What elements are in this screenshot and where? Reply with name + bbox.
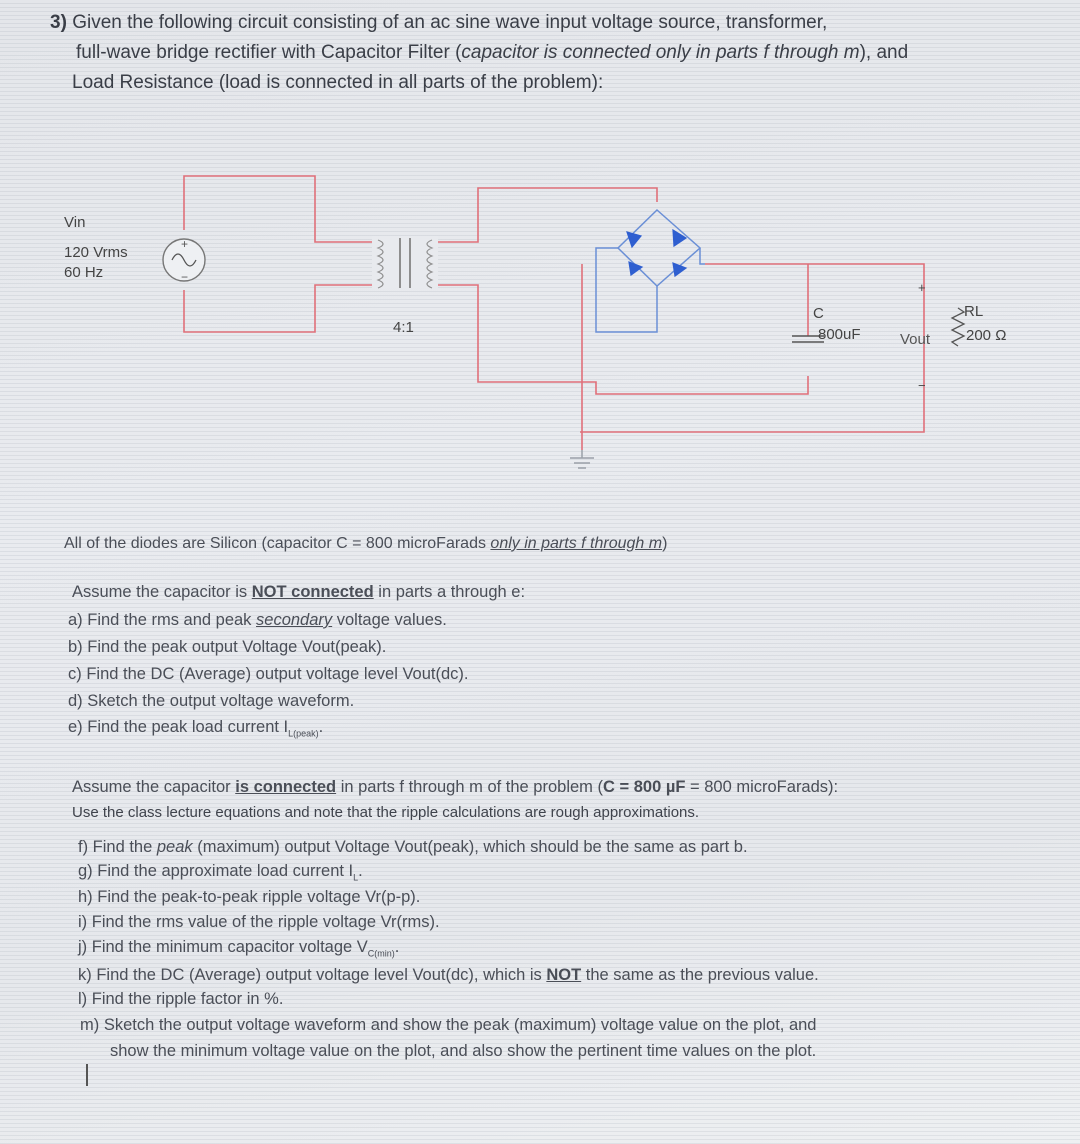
section2-intro-emphasis: is connected [235, 778, 337, 796]
part-a [68, 611, 447, 630]
source-name-label: Vin [64, 214, 86, 231]
load-value-label: 200 Ω [966, 327, 1007, 344]
diode-3 [629, 262, 642, 275]
diode-note-part-c: ) [662, 535, 668, 552]
part-m-line2: show the minimum voltage value on the plot, and also show the pertinent time values on the plot. [110, 1042, 817, 1060]
source-frequency-label: 60 Hz [64, 264, 104, 281]
problem-intro-line2 [76, 38, 908, 67]
output-minus-sign: − [918, 378, 926, 393]
load-name-label: RL [964, 303, 984, 320]
ground-symbol [570, 458, 594, 468]
part-j-subscript: C(min) [367, 948, 395, 959]
intro-line2-part-c: ), and [859, 42, 909, 63]
problem-intro-text: Given the following circuit consisting of an ac sine wave input voltage source, transformer, [72, 12, 828, 33]
capacitor-value-label: 800uF [818, 326, 861, 343]
diode-1 [627, 232, 641, 247]
problem-intro-line1 [50, 8, 827, 37]
secondary-wire-bottom [438, 285, 808, 394]
part-l: l) Find the ripple factor in %. [78, 990, 284, 1008]
part-g-subscript: L [353, 872, 359, 883]
bridge-left-wire [596, 248, 618, 332]
part-e-period: . [318, 718, 324, 736]
part-m-line1: m) Sketch the output voltage waveform and show the peak (maximum) voltage value on the plot, and [80, 1016, 817, 1034]
source-minus-sign: − [181, 270, 189, 284]
output-plus-sign: + [918, 280, 926, 295]
part-k [78, 966, 819, 985]
part-k-emphasis: NOT [546, 966, 582, 984]
part-e-text: e) Find the peak load current I [68, 718, 289, 736]
part-c: c) Find the DC (Average) output voltage level Vout(dc). [68, 665, 469, 683]
section1-intro-emphasis: NOT connected [251, 583, 374, 601]
source-voltage-label: 120 Vrms [64, 244, 128, 261]
intro-line2-part-a: full-wave bridge rectifier with Capacitor Filter ( [76, 42, 462, 63]
part-a-text-3: voltage values. [332, 611, 447, 629]
diode-note-part-b: only in parts f through m [490, 535, 663, 552]
primary-wire-bottom [184, 285, 372, 332]
section2-intro [72, 778, 838, 797]
text-cursor [86, 1064, 88, 1086]
part-f-text-3: (maximum) output Voltage Vout(peak), which should be the same as part b. [192, 838, 748, 856]
diode-2 [673, 230, 686, 246]
intro-line2-part-b: capacitor is connected only in parts f through m [461, 42, 860, 63]
problem-intro-line3: Load Resistance (load is connected in all parts of the problem): [72, 72, 604, 93]
part-j-period: . [394, 938, 400, 956]
section1-intro-part-a: Assume the capacitor is [72, 583, 252, 601]
part-a-emphasis: secondary [256, 611, 333, 629]
output-bus [580, 264, 924, 432]
part-h: h) Find the peak-to-peak ripple voltage Vr(p-p). [78, 888, 421, 906]
bridge-right-wire [700, 248, 705, 264]
bridge-bottom-wire [605, 286, 657, 332]
transformer [372, 236, 438, 288]
part-e [68, 718, 323, 738]
section2-intro-part-a: Assume the capacitor [72, 778, 236, 796]
part-e-subscript: L(peak) [288, 728, 319, 739]
bridge-diamond [618, 210, 700, 286]
part-i: i) Find the rms value of the ripple voltage Vr(rms). [78, 913, 440, 931]
primary-wire [184, 176, 372, 242]
part-d: d) Sketch the output voltage waveform. [68, 692, 355, 710]
section1-intro-part-c: in parts a through e: [373, 583, 526, 601]
part-j [78, 938, 399, 958]
output-voltage-label: Vout [900, 331, 931, 348]
part-g-period: . [358, 862, 363, 880]
diode-note [64, 535, 667, 553]
part-a-text-1: a) Find the rms and peak [68, 611, 257, 629]
part-b: b) Find the peak output Voltage Vout(peak). [68, 638, 387, 656]
section2-intro-part-e: = 800 microFarads): [685, 778, 839, 796]
part-g-text: g) Find the approximate load current I [78, 862, 354, 880]
section2-intro-capacitance: C = 800 µF [603, 778, 686, 796]
part-g [78, 862, 363, 882]
part-k-text-3: the same as the previous value. [581, 966, 819, 984]
part-f [78, 838, 748, 857]
diode-4 [673, 263, 686, 276]
secondary-wire-top [438, 188, 657, 242]
source-plus-sign: + [181, 237, 189, 251]
part-f-emphasis: peak [156, 838, 193, 856]
load-resistor [952, 308, 964, 346]
part-f-text-1: f) Find the [78, 838, 157, 856]
part-j-text: j) Find the minimum capacitor voltage V [78, 938, 368, 956]
ac-source [163, 237, 205, 284]
diode-note-part-a: All of the diodes are Silicon (capacitor C = 800 microFarads [64, 535, 491, 552]
problem-number: 3) [50, 12, 67, 33]
section1-intro [72, 583, 525, 602]
part-k-text-1: k) Find the DC (Average) output voltage level Vout(dc), which is [78, 966, 547, 984]
capacitor-name-label: C [813, 305, 824, 322]
circuit-diagram [0, 150, 1080, 480]
section2-intro-part-c: in parts f through m of the problem ( [336, 778, 604, 796]
section2-intro2: Use the class lecture equations and note that the ripple calculations are rough approximations. [72, 804, 700, 821]
transformer-ratio-label: 4:1 [393, 319, 414, 336]
